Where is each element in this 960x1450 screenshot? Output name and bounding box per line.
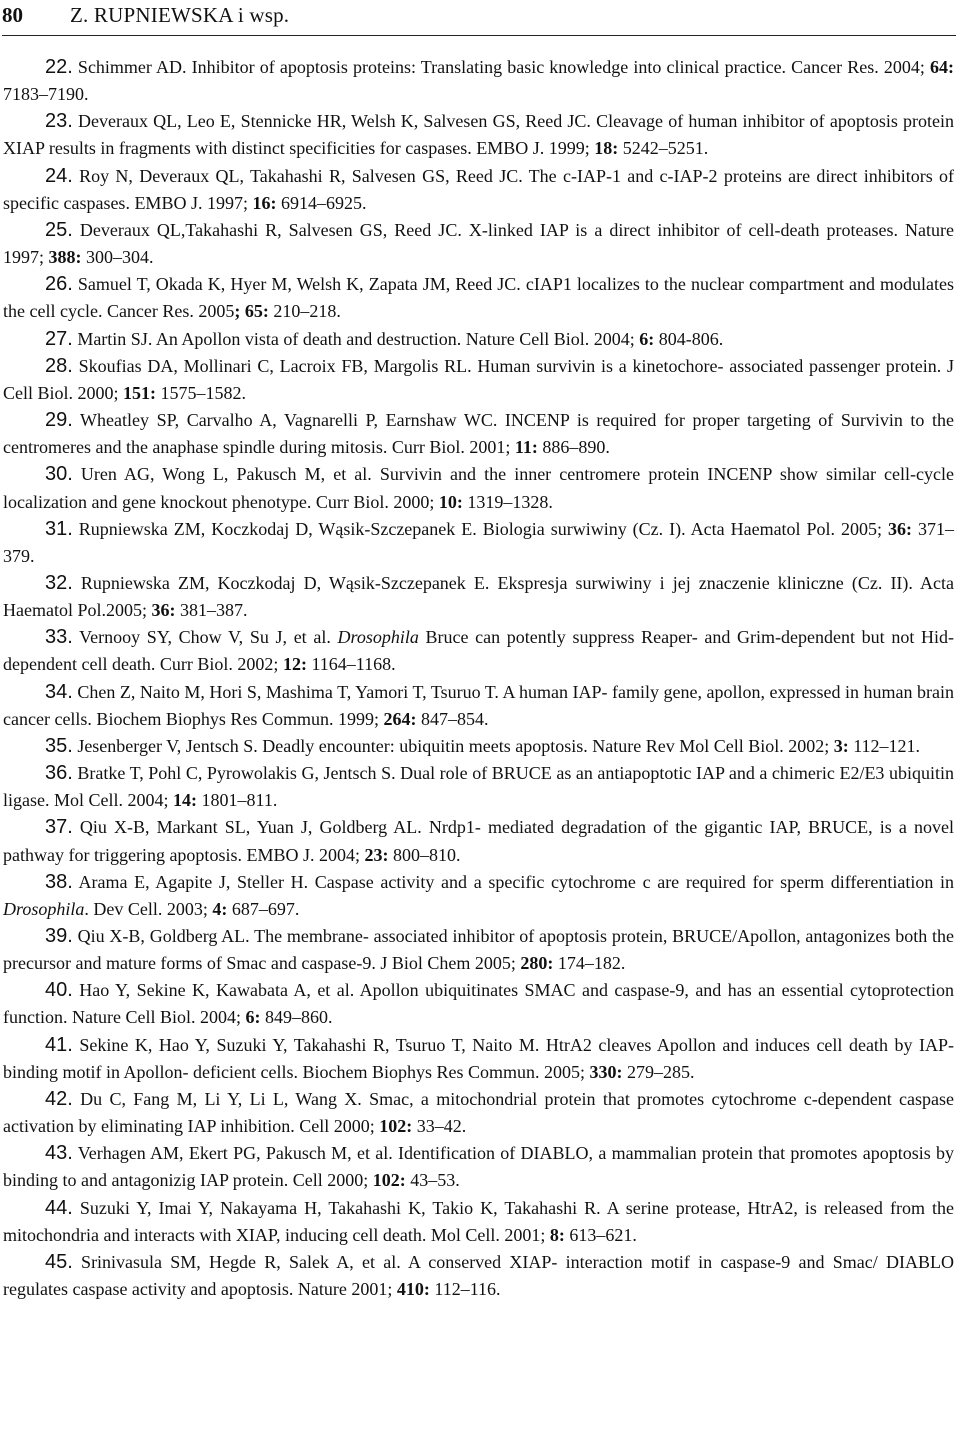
reference-number: 44. [45, 1196, 73, 1219]
page-number: 80 [2, 3, 23, 27]
reference-item [3, 407, 954, 461]
reference-text: Hao Y, Sekine K, Kawabata A, et al. Apollon ubiquitinates SMAC and caspase-9, and has an essential cytoprotection function. Nature Cell Biol. 2004; [3, 980, 954, 1028]
header-rule [2, 35, 956, 36]
reference-text: Vernooy SY, Chow V, Su J, et al. [72, 627, 338, 648]
reference-number: 28. [45, 354, 73, 377]
reference-item [3, 1249, 954, 1303]
reference-text: Verhagen AM, Ekert PG, Pakusch M, et al. Identification of DIABLO, a mammalian protein that promotes apoptosis by binding to and antagonizig IAP protein. Cell 2000; [3, 1143, 954, 1191]
reference-text: 1801–811. [197, 790, 278, 811]
reference-volume: 6: [639, 328, 655, 349]
reference-item [3, 733, 954, 760]
reference-text: 43–53. [405, 1170, 460, 1191]
reference-item [3, 814, 954, 868]
reference-volume: 4: [212, 898, 228, 919]
reference-volume: 8: [549, 1224, 565, 1245]
reference-text: 112–116. [429, 1279, 501, 1300]
reference-volume: 102: [379, 1116, 413, 1137]
reference-text: 5242–5251. [618, 138, 709, 159]
reference-item [3, 1086, 954, 1140]
reference-text: 687–697. [227, 898, 300, 919]
reference-item [3, 54, 954, 108]
reference-text: 849–860. [260, 1007, 333, 1028]
reference-text: Skoufias DA, Mollinari C, Lacroix FB, Margolis RL. Human survivin is a kinetochore- associated passenger protein. J Cell Biol. 2000; [3, 355, 954, 403]
reference-number: 24. [45, 164, 73, 187]
reference-volume: 14: [173, 790, 197, 811]
reference-italic-term: Drosophila [337, 627, 419, 648]
reference-item [3, 326, 954, 353]
reference-item [3, 760, 954, 814]
reference-volume: 18: [594, 138, 619, 159]
reference-text: 800–810. [388, 844, 461, 865]
reference-text: 300–304. [81, 247, 154, 268]
reference-number: 26. [45, 273, 73, 296]
reference-volume: 10: [438, 491, 463, 512]
reference-number: 22. [45, 56, 73, 78]
reference-volume: 36: [151, 600, 176, 621]
reference-text: Rupniewska ZM, Koczkodaj D, Wąsik-Szczepanek E. Ekspresja surwiwiny i jej znaczenie kliniczne (Cz. II). Acta Haematol Pol.2005; [3, 572, 954, 621]
reference-item [3, 353, 954, 407]
reference-text: 847–854. [416, 708, 489, 729]
reference-number: 45. [45, 1250, 73, 1273]
reference-item [3, 1195, 954, 1249]
reference-text: Roy N, Deveraux QL, Takahashi R, Salvesen GS, Reed JC. The c-IAP-1 and c-IAP-2 proteins are direct inhibitors of specific caspases. EMBO J. 1997; [3, 165, 954, 213]
reference-text: Chen Z, Naito M, Hori S, Mashima T, Yamori T, Tsuruo T. A human IAP- family gene, apollon, expressed in human brain cancer cells. Biochem Biophys Res Commun. 1999; [3, 681, 954, 729]
reference-item [3, 624, 954, 678]
reference-item [3, 163, 954, 217]
reference-volume: 388: [48, 247, 82, 268]
reference-number: 41. [45, 1033, 73, 1056]
reference-text: 174–182. [553, 953, 626, 974]
reference-text: Sekine K, Hao Y, Suzuki Y, Takahashi R, Tsuruo T, Naito M. HtrA2 cleaves Apollon and induces cell death by IAP- binding motif in Apollon- deficient cells. Biochem Biophys Res Commun. 2005; [3, 1034, 954, 1082]
reference-item [3, 217, 954, 271]
reference-volume: 16: [252, 192, 277, 213]
reference-text: Martin SJ. An Apollon vista of death and destruction. Nature Cell Biol. 2004; [72, 328, 640, 349]
running-title: Z. RUPNIEWSKA i wsp. [70, 3, 290, 27]
reference-text: 613–621. [564, 1224, 637, 1245]
reference-volume: 330: [589, 1061, 623, 1082]
reference-text: 112–121. [848, 735, 921, 756]
reference-item [3, 516, 954, 570]
reference-text: Bratke T, Pohl C, Pyrowolakis G, Jentsch S. Dual role of BRUCE as an antiapoptotic IAP and a chimeric E2/E3 ubiquitin ligase. Mol Cell. 2004; [3, 763, 954, 811]
reference-number: 35. [45, 734, 73, 757]
page-header [2, 2, 956, 38]
reference-text: Arama E, Agapite J, Steller H. Caspase activity and a specific cytochrome c are required for sperm differentiation in [72, 871, 954, 892]
reference-list [3, 54, 954, 1303]
reference-text: Srinivasula SM, Hegde R, Salek A, et al. A conserved XIAP- interaction motif in caspase-9 and Smac/ DIABLO regulates caspase activity and apoptosis. Nature 2001; [3, 1251, 954, 1300]
reference-item [3, 108, 954, 162]
reference-number: 38. [45, 870, 73, 893]
reference-number: 25. [45, 218, 73, 241]
reference-number: 33. [45, 626, 73, 649]
reference-text: 381–387. [175, 600, 248, 621]
reference-volume: 410: [396, 1279, 430, 1300]
reference-text: Schimmer AD. Inhibitor of apoptosis proteins: Translating basic knowledge into clinical practice. Cancer Res. 2004; [72, 57, 930, 77]
reference-item [3, 1032, 954, 1086]
reference-item [3, 271, 954, 325]
reference-text: Qiu X-B, Markant SL, Yuan J, Goldberg AL. Nrdp1- mediated degradation of the gigantic IAP, BRUCE, is a novel pathway for triggering apoptosis. EMBO J. 2004; [3, 817, 954, 865]
reference-volume: 36: [888, 518, 913, 539]
reference-volume: 102: [372, 1170, 406, 1191]
reference-volume: ; 65: [234, 301, 269, 322]
reference-number: 42. [45, 1087, 73, 1110]
reference-text: 1164–1168. [306, 654, 396, 675]
reference-item [3, 977, 954, 1031]
reference-text: Deveraux QL,Takahashi R, Salvesen GS, Reed JC. X-linked IAP is a direct inhibitor of cell-death proteases. Nature 1997; [3, 219, 954, 268]
reference-text: Wheatley SP, Carvalho A, Vagnarelli P, Earnshaw WC. INCENP is required for proper targeting of Survivin to the centromeres and the anaphase spindle during mitosis. Curr Biol. 2001; [3, 410, 954, 458]
reference-text: Uren AG, Wong L, Pakusch M, et al. Survivin and the inner centromere protein INCENP show similar cell-cycle localization and gene knockout phenotype. Curr Biol. 2000; [3, 464, 954, 512]
reference-volume: 6: [245, 1007, 261, 1028]
reference-item [3, 570, 954, 624]
reference-text: 804-806. [654, 328, 724, 349]
reference-number: 37. [45, 816, 73, 839]
reference-number: 32. [45, 571, 73, 594]
reference-text: 210–218. [268, 301, 341, 322]
reference-volume: 11: [514, 437, 538, 458]
reference-text: 1575–1582. [156, 382, 247, 403]
reference-text: 7183–7190. [3, 84, 89, 105]
reference-number: 23. [45, 110, 73, 133]
reference-text: 886–890. [537, 437, 610, 458]
reference-volume: 12: [282, 654, 307, 675]
reference-text: 279–285. [622, 1061, 695, 1082]
reference-volume: 280: [520, 953, 554, 974]
reference-text: 371–379. [3, 518, 954, 566]
reference-number: 29. [45, 409, 73, 432]
reference-text: Deveraux QL, Leo E, Stennicke HR, Welsh K, Salvesen GS, Reed JC. Cleavage of human inhibitor of apoptosis protein XIAP results in fragments with distinct specificities for caspases. EMBO J. 1999; [3, 111, 954, 159]
reference-volume: 3: [833, 735, 849, 756]
reference-text: Jesenberger V, Jentsch S. Deadly encounter: ubiquitin meets apoptosis. Nature Rev Mol Cell Biol. 2002; [72, 735, 834, 756]
reference-item [3, 923, 954, 977]
reference-item [3, 461, 954, 515]
reference-text: 33–42. [412, 1116, 467, 1137]
reference-volume: 23: [364, 844, 389, 865]
reference-number: 40. [45, 979, 73, 1002]
reference-item [3, 679, 954, 733]
reference-number: 27. [45, 327, 73, 350]
reference-number: 34. [45, 680, 73, 703]
reference-text: Bruce can potently suppress Reaper- and Grim-dependent but not Hid- dependent cell death. Curr Biol. 2002; [3, 627, 954, 675]
reference-text: Samuel T, Okada K, Hyer M, Welsh K, Zapata JM, Reed JC. cIAP1 localizes to the nuclear compartment and modulates the cell cycle. Cancer Res. 2005 [3, 274, 954, 322]
reference-text: 6914–6925. [276, 192, 367, 213]
reference-text: 1319–1328. [462, 491, 553, 512]
reference-number: 36. [45, 762, 73, 785]
reference-text: Qiu X-B, Goldberg AL. The membrane- associated inhibitor of apoptosis protein, BRUCE/Apollon, antagonizes both the precursor and mature forms of Smac and caspase-9. J Biol Chem 2005; [3, 926, 954, 974]
reference-text: Suzuki Y, Imai Y, Nakayama H, Takahashi K, Takio K, Takahashi R. A serine protease, HtrA2, is released from the mitochondria and interacts with XIAP, inducing cell death. Mol Cell. 2001; [3, 1197, 954, 1245]
reference-text: . Dev Cell. 2003; [84, 898, 213, 919]
reference-text: Rupniewska ZM, Koczkodaj D, Wąsik-Szczepanek E. Biologia surwiwiny (Cz. I). Acta Haematol Pol. 2005; [72, 518, 889, 539]
reference-item [3, 869, 954, 923]
reference-item [3, 1140, 954, 1194]
reference-volume: 264: [383, 708, 417, 729]
reference-number: 31. [45, 517, 73, 540]
reference-volume: 64: [930, 57, 954, 77]
reference-text: Du C, Fang M, Li Y, Li L, Wang X. Smac, a mitochondrial protein that promotes cytochrome c-dependent caspase activation by eliminating IAP inhibition. Cell 2000; [3, 1088, 954, 1137]
reference-volume: 151: [123, 382, 157, 403]
reference-number: 39. [45, 925, 73, 947]
reference-italic-term: Drosophila [3, 898, 85, 919]
reference-number: 30. [45, 463, 73, 486]
reference-number: 43. [45, 1142, 73, 1165]
